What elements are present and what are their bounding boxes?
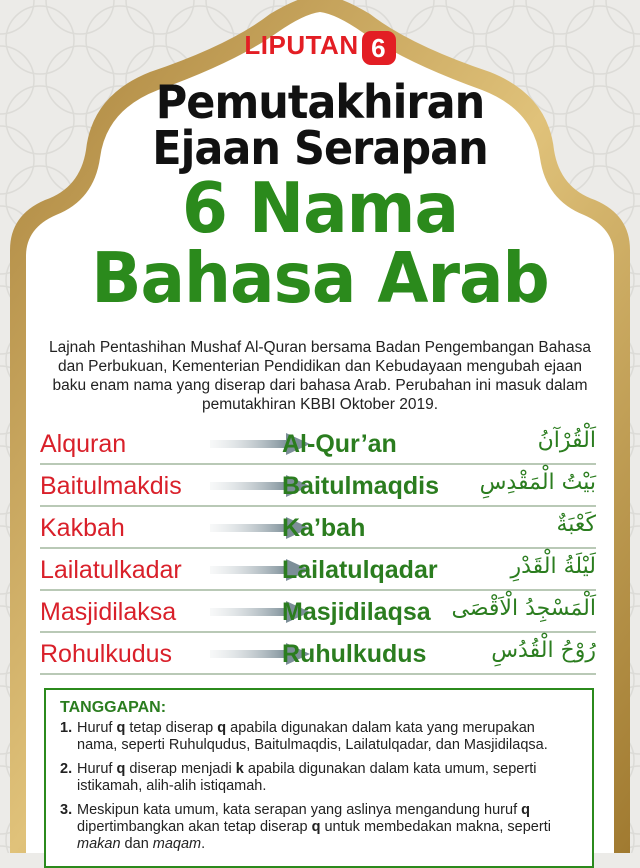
row-divider [40, 673, 596, 675]
new-spelling: Masjidilaqsa [282, 598, 431, 626]
item-number: 2. [60, 761, 73, 777]
logo-text: LIPUTAN [244, 30, 359, 60]
arabic-spelling: كَعْبَةٌ [556, 512, 596, 537]
item-letter: q [521, 802, 530, 818]
old-spelling: Rohulkudus [40, 640, 173, 668]
title-line-3: 6 Nama [182, 168, 458, 249]
item-letter: q [217, 720, 227, 736]
response-heading: TANGGAPAN: [60, 699, 167, 716]
term-row [40, 508, 596, 550]
term-row [40, 634, 596, 676]
response-list [60, 720, 578, 860]
item-text: dipertimbangkan akan tetap diserap [77, 819, 312, 835]
old-spelling: Masjidilaksa [40, 598, 177, 626]
term-row [40, 592, 596, 634]
response-box [44, 688, 594, 868]
row-divider [40, 463, 596, 465]
arabic-spelling: رُوْحُ الْقُدُسِ [491, 638, 596, 663]
arabic-spelling: اَلْمَسْجِدُ الْاَقْصَى [451, 596, 596, 621]
item-letter: k [235, 761, 244, 777]
item-number: 3. [60, 802, 73, 818]
old-spelling: Kakbah [40, 514, 125, 542]
arabic-spelling: بَيْتُ الْمَقْدِسِ [479, 470, 596, 495]
item-letter: q [311, 819, 321, 835]
item-number: 1. [60, 720, 73, 736]
title-line-2: Ejaan Serapan [152, 122, 488, 176]
row-divider [40, 547, 596, 549]
list-item [60, 720, 578, 754]
term-row [40, 424, 596, 466]
term-row [40, 550, 596, 592]
item-text: apabila digunakan dalam kata umum, seperti istikamah, alih-alih istiqamah. [77, 761, 537, 794]
old-spelling: Alquran [40, 430, 127, 458]
arabic-spelling: اَلْقُرْآنُ [537, 428, 596, 453]
item-text: dan [120, 836, 153, 852]
title-line-1: Pemutakhiran [155, 76, 485, 130]
liputan6-logo [0, 30, 640, 65]
item-example: maqam [152, 836, 202, 852]
row-divider [40, 505, 596, 507]
item-text: tetap diserap [125, 720, 218, 736]
new-spelling: Ka’bah [282, 514, 366, 542]
item-text: . [201, 836, 206, 852]
term-list [40, 424, 596, 676]
new-spelling: Al-Qur’an [282, 430, 397, 458]
old-spelling: Baitulmakdis [40, 472, 182, 500]
logo-number: 6 [362, 31, 396, 65]
item-text: untuk membedakan makna, seperti [320, 819, 551, 835]
intro-paragraph: Lajnah Pentashihan Mushaf Al-Quran bersama Badan Pengembangan Bahasa dan Perbukuan, Kementerian Pendidikan dan Kebudayaan mengubah ejaan baku enam nama yang diserap dari bahasa Arab. Perubahan ini masuk dalam pemutakhiran KBBI Oktober 2019. [48, 339, 591, 413]
item-letter: q [116, 720, 126, 736]
list-item [60, 761, 578, 795]
item-text: diserap menjadi [125, 761, 236, 777]
new-spelling: Lailatulqadar [282, 556, 438, 584]
new-spelling: Ruhulkudus [282, 640, 427, 668]
row-divider [40, 589, 596, 591]
item-text: Meskipun kata umum, kata serapan yang aslinya mengandung huruf [77, 802, 522, 818]
arabic-spelling: لَيْلَةُ الْقَدْرِ [510, 554, 596, 579]
new-spelling: Baitulmaqdis [282, 472, 439, 500]
term-row [40, 466, 596, 508]
item-letter: q [116, 761, 126, 777]
item-example: makan [77, 836, 121, 852]
row-divider [40, 631, 596, 633]
item-text: apabila digunakan dalam kata yang merupakan nama, seperti Ruhulqudus, Baitulmaqdis, Lailatulqadar, dan Masjidilaqsa. [77, 720, 548, 753]
list-item [60, 802, 578, 853]
item-text: Huruf [77, 720, 117, 736]
item-text: Huruf [77, 761, 117, 777]
old-spelling: Lailatulkadar [40, 556, 182, 584]
title-line-4: Bahasa Arab [91, 238, 549, 319]
